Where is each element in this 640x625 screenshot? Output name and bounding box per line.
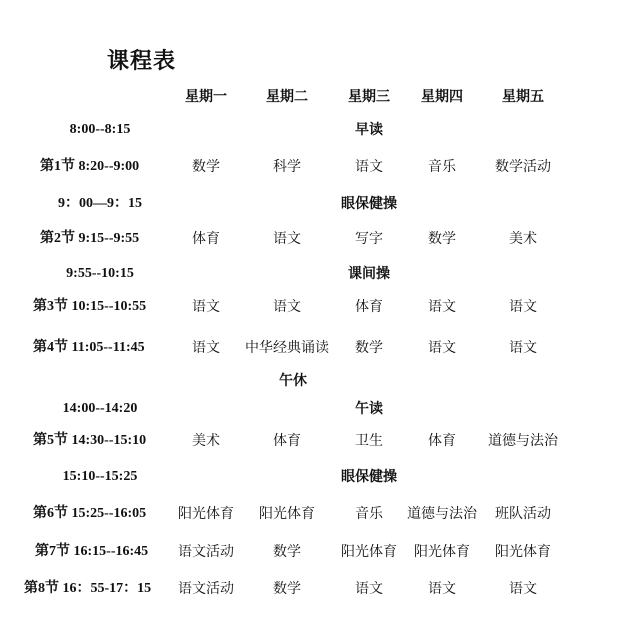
day-header: 星期三 (348, 89, 390, 105)
subject-cell: 数学活动 (495, 159, 551, 175)
break-label: 早读 (355, 122, 383, 138)
subject-cell: 美术 (192, 433, 220, 449)
subject-cell: 道德与法治 (407, 506, 477, 522)
break-label: 课间操 (348, 266, 390, 282)
subject-cell: 中华经典诵读 (245, 340, 329, 356)
break-time: 15:10--15:25 (62, 469, 138, 484)
subject-cell: 数学 (355, 340, 383, 356)
break-label: 午休 (279, 373, 307, 389)
break-time: 9：00—9：15 (58, 196, 142, 211)
subject-cell: 语文 (273, 299, 301, 315)
subject-cell: 卫生 (355, 433, 383, 449)
subject-cell: 语文活动 (178, 581, 234, 597)
subject-cell: 数学 (428, 231, 456, 247)
break-time: 8:00--8:15 (69, 122, 131, 137)
subject-cell: 语文 (428, 299, 456, 315)
day-header: 星期一 (185, 89, 227, 105)
break-label: 午读 (355, 401, 383, 417)
subject-cell: 语文活动 (178, 544, 234, 560)
subject-cell: 科学 (273, 159, 301, 175)
subject-cell: 阳光体育 (259, 506, 315, 522)
subject-cell: 数学 (192, 159, 220, 175)
day-header: 星期四 (421, 89, 463, 105)
subject-cell: 阳光体育 (178, 506, 234, 522)
period-time: 第8节 16：55-17：15 (24, 581, 152, 596)
subject-cell: 语文 (192, 340, 220, 356)
subject-cell: 班队活动 (495, 506, 551, 522)
period-time: 第4节 11:05--11:45 (33, 340, 145, 355)
break-label: 眼保健操 (341, 196, 397, 212)
subject-cell: 道德与法治 (488, 433, 558, 449)
period-time: 第2节 9:15--9:55 (40, 231, 140, 246)
subject-cell: 体育 (273, 433, 301, 449)
subject-cell: 语文 (509, 299, 537, 315)
period-time: 第7节 16:15--16:45 (35, 544, 149, 559)
subject-cell: 语文 (192, 299, 220, 315)
subject-cell: 音乐 (355, 506, 383, 522)
subject-cell: 阳光体育 (414, 544, 470, 560)
subject-cell: 阳光体育 (341, 544, 397, 560)
day-header: 星期二 (266, 89, 308, 105)
subject-cell: 语文 (355, 159, 383, 175)
subject-cell: 数学 (273, 581, 301, 597)
subject-cell: 语文 (355, 581, 383, 597)
break-time: 14:00--14:20 (62, 401, 138, 416)
subject-cell: 语文 (509, 340, 537, 356)
page-title: 课程表 (107, 49, 177, 74)
subject-cell: 语文 (428, 581, 456, 597)
subject-cell: 体育 (192, 231, 220, 247)
break-label: 眼保健操 (341, 469, 397, 485)
day-header: 星期五 (502, 89, 544, 105)
subject-cell: 音乐 (428, 159, 456, 175)
subject-cell: 体育 (355, 299, 383, 315)
subject-cell: 语文 (509, 581, 537, 597)
period-time: 第6节 15:25--16:05 (33, 506, 147, 521)
subject-cell: 美术 (509, 231, 537, 247)
subject-cell: 语文 (273, 231, 301, 247)
break-time: 9:55--10:15 (66, 266, 134, 281)
subject-cell: 语文 (428, 340, 456, 356)
subject-cell: 阳光体育 (495, 544, 551, 560)
subject-cell: 体育 (428, 433, 456, 449)
period-time: 第1节 8:20--9:00 (40, 159, 140, 174)
period-time: 第3节 10:15--10:55 (33, 299, 147, 314)
subject-cell: 数学 (273, 544, 301, 560)
subject-cell: 写字 (355, 231, 383, 247)
period-time: 第5节 14:30--15:10 (33, 433, 147, 448)
